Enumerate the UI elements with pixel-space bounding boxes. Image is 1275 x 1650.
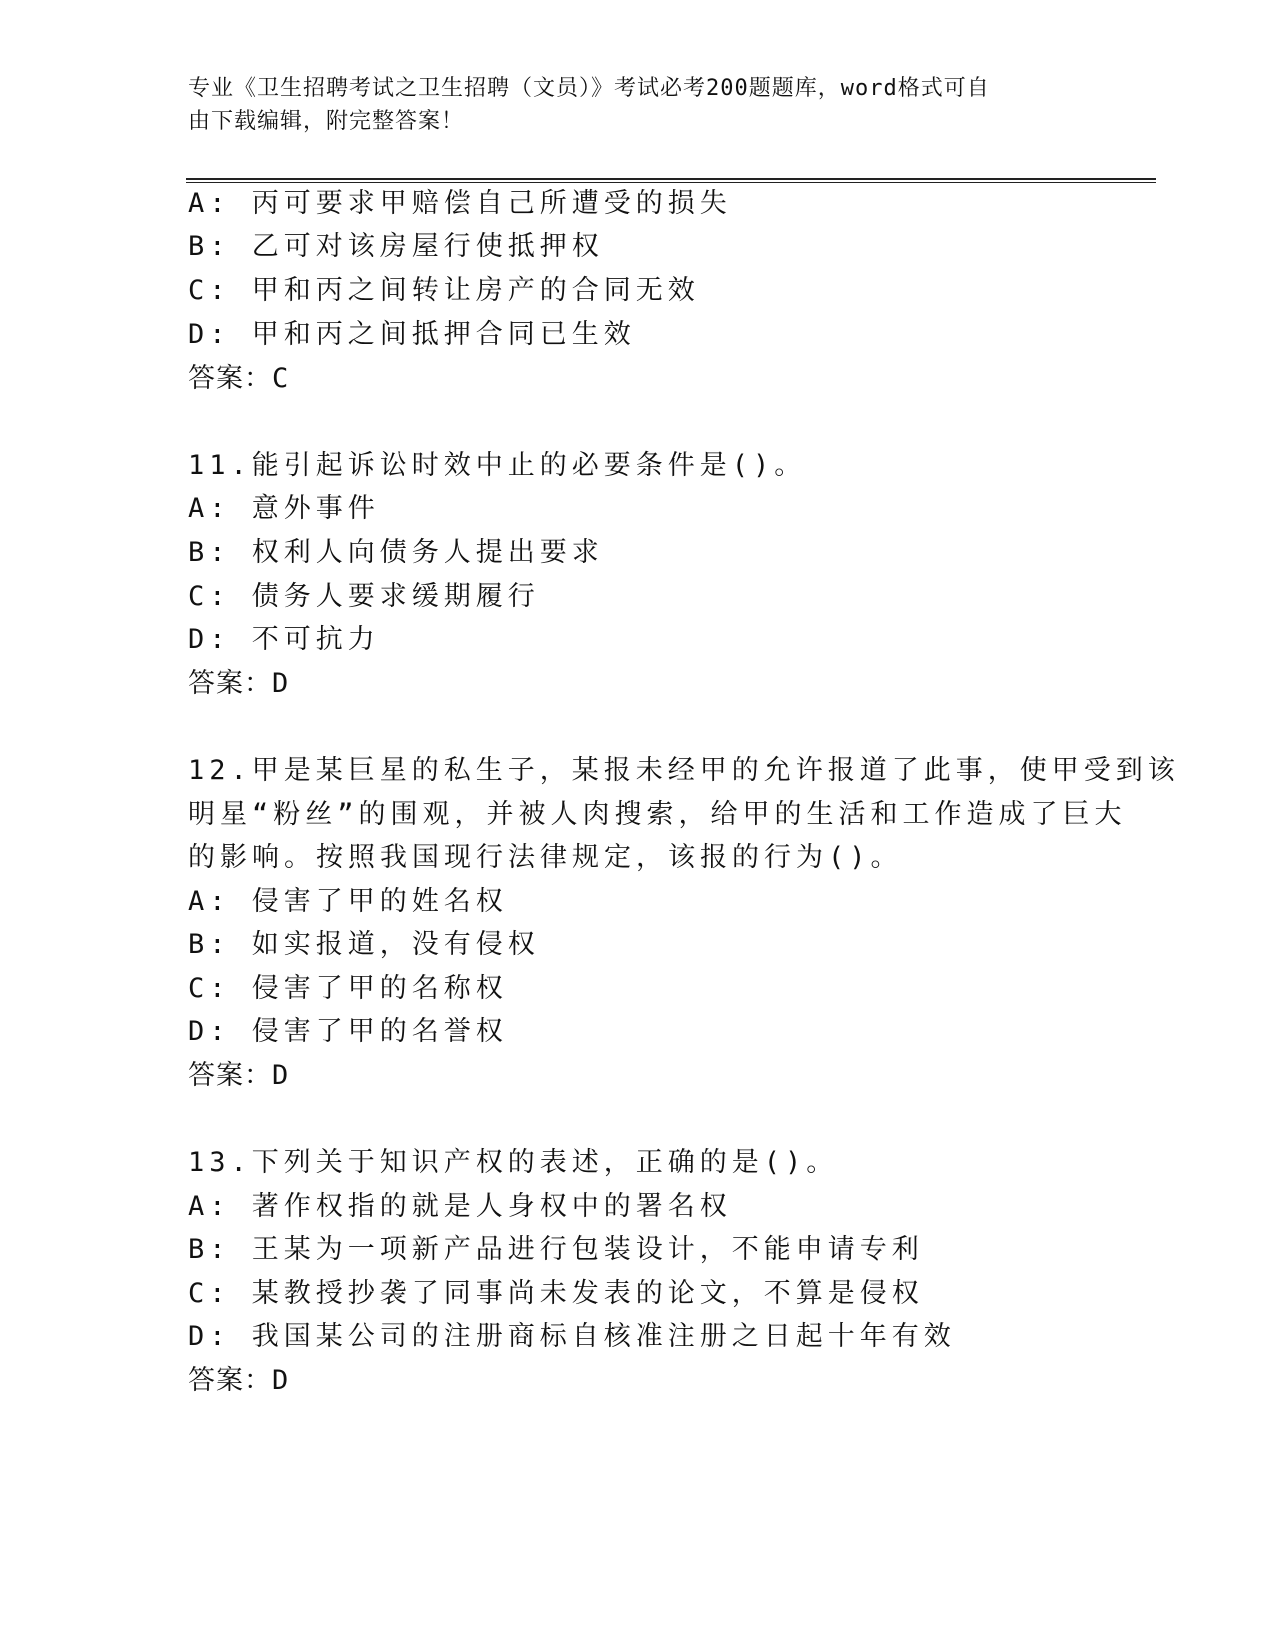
q12-stem-line-3: 的影响。按照我国现行法律规定，该报的行为()。: [188, 842, 903, 873]
answer-value: D: [272, 668, 290, 699]
q13-stem: 13.下列关于知识产权的表述，正确的是()。: [188, 1147, 839, 1178]
answer-label: 答案：: [188, 1365, 272, 1396]
header-divider: [186, 178, 1156, 183]
q13-option-a: A: 著作权指的就是人身权中的署名权: [188, 1191, 732, 1222]
answer-label: 答案：: [188, 363, 272, 394]
q12-stem-line-2: 明星“粉丝”的围观，并被人肉搜索，给甲的生活和工作造成了巨大: [188, 799, 1127, 830]
prev-option-b: B: 乙可对该房屋行使抵押权: [188, 231, 604, 262]
q13-option-b: B: 王某为一项新产品进行包装设计，不能申请专利: [188, 1234, 924, 1265]
q11-answer: [188, 666, 289, 702]
q12-stem-line-1: 12.甲是某巨星的私生子，某报未经甲的允许报道了此事，使甲受到该: [188, 755, 1180, 786]
q12-answer: [188, 1058, 289, 1094]
q13-option-d: D: 我国某公司的注册商标自核准注册之日起十年有效: [188, 1321, 956, 1352]
prev-option-a: A: 丙可要求甲赔偿自己所遭受的损失: [188, 188, 732, 219]
q11-option-c: C: 债务人要求缓期履行: [188, 581, 540, 612]
q11-stem: 11.能引起诉讼时效中止的必要条件是()。: [188, 450, 807, 481]
prev-option-d: D: 甲和丙之间抵押合同已生效: [188, 319, 636, 350]
answer-value: C: [272, 363, 290, 394]
answer-label: 答案：: [188, 1060, 272, 1091]
q11-option-d: D: 不可抗力: [188, 624, 380, 655]
header-line-2: 由下载编辑，附完整答案！: [188, 109, 465, 134]
q13-answer: [188, 1363, 289, 1399]
q12-option-c: C: 侵害了甲的名称权: [188, 973, 508, 1004]
q12-option-b: B: 如实报道，没有侵权: [188, 929, 540, 960]
q13-option-c: C: 某教授抄袭了同事尚未发表的论文，不算是侵权: [188, 1278, 924, 1309]
prev-answer: [188, 361, 289, 397]
q11-option-b: B: 权利人向债务人提出要求: [188, 537, 604, 568]
q11-option-a: A: 意外事件: [188, 493, 380, 524]
answer-value: D: [272, 1060, 290, 1091]
header-line-1: 专业《卫生招聘考试之卫生招聘（文员）》考试必考200题题库，word格式可自: [188, 76, 990, 101]
document-header: [188, 72, 1088, 138]
q12-option-a: A: 侵害了甲的姓名权: [188, 886, 508, 917]
answer-label: 答案：: [188, 668, 272, 699]
answer-value: D: [272, 1365, 290, 1396]
q12-option-d: D: 侵害了甲的名誉权: [188, 1016, 508, 1047]
prev-option-c: C: 甲和丙之间转让房产的合同无效: [188, 275, 700, 306]
